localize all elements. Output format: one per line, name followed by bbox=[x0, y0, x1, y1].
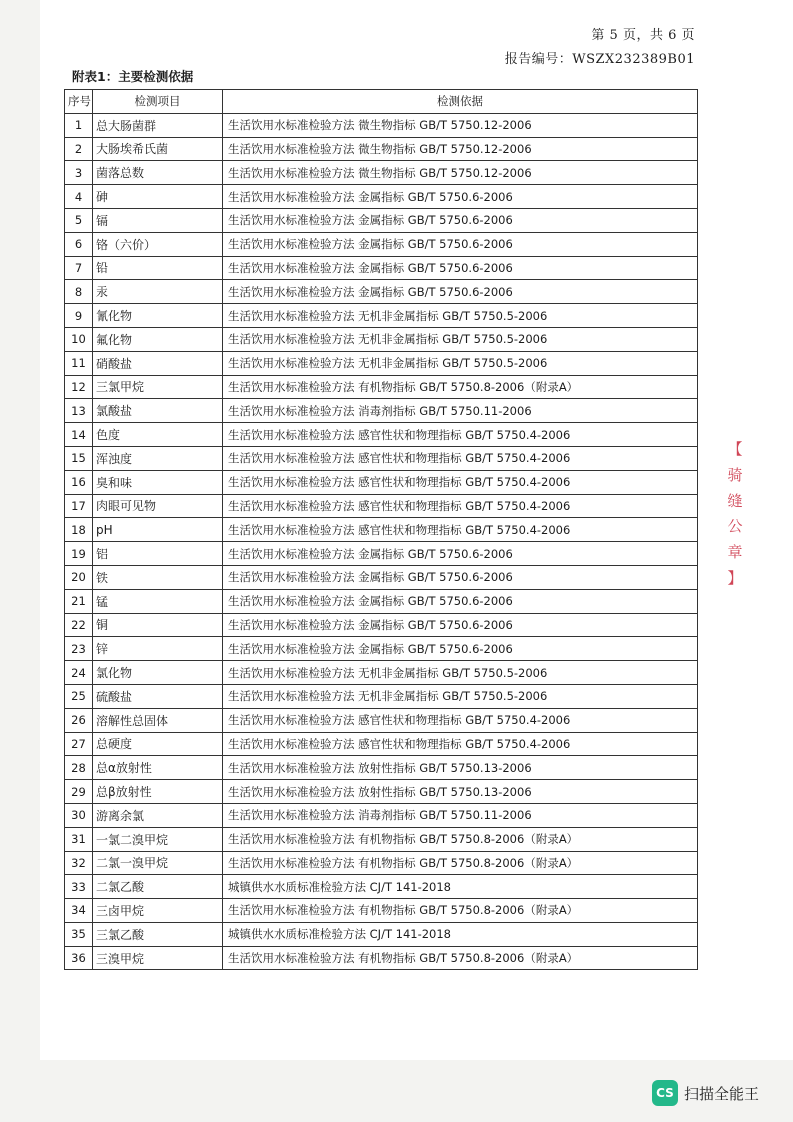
test-basis: 生活饮用水标准检验方法 金属指标 GB/T 5750.6-2006 bbox=[223, 256, 698, 280]
test-basis: 生活饮用水标准检验方法 感官性状和物理指标 GB/T 5750.4-2006 bbox=[223, 708, 698, 732]
table-row bbox=[65, 732, 698, 756]
row-number: 21 bbox=[65, 589, 93, 613]
table-row bbox=[65, 661, 698, 685]
seal-char: 章 bbox=[727, 543, 743, 562]
row-number: 1 bbox=[65, 113, 93, 137]
test-basis: 生活饮用水标准检验方法 有机物指标 GB/T 5750.8-2006（附录A） bbox=[223, 899, 698, 923]
table-row bbox=[65, 756, 698, 780]
test-item: 总α放射性 bbox=[93, 756, 223, 780]
row-number: 12 bbox=[65, 375, 93, 399]
row-number: 3 bbox=[65, 161, 93, 185]
test-item: 总硬度 bbox=[93, 732, 223, 756]
row-number: 6 bbox=[65, 232, 93, 256]
row-number: 4 bbox=[65, 185, 93, 209]
row-number: 18 bbox=[65, 518, 93, 542]
seal-char: 缝 bbox=[727, 491, 743, 510]
table-row bbox=[65, 399, 698, 423]
test-basis: 生活饮用水标准检验方法 金属指标 GB/T 5750.6-2006 bbox=[223, 185, 698, 209]
table-row bbox=[65, 327, 698, 351]
test-item: 一氯二溴甲烷 bbox=[93, 827, 223, 851]
row-number: 27 bbox=[65, 732, 93, 756]
table-row bbox=[65, 280, 698, 304]
table-row bbox=[65, 613, 698, 637]
test-item: 铜 bbox=[93, 613, 223, 637]
test-basis: 生活饮用水标准检验方法 有机物指标 GB/T 5750.8-2006（附录A） bbox=[223, 946, 698, 970]
test-item: 游离余氯 bbox=[93, 803, 223, 827]
test-item: 铅 bbox=[93, 256, 223, 280]
table-row bbox=[65, 446, 698, 470]
test-basis: 生活饮用水标准检验方法 感官性状和物理指标 GB/T 5750.4-2006 bbox=[223, 518, 698, 542]
test-item: 臭和味 bbox=[93, 470, 223, 494]
row-number: 13 bbox=[65, 399, 93, 423]
test-item: 三氯甲烷 bbox=[93, 375, 223, 399]
row-number: 26 bbox=[65, 708, 93, 732]
test-basis: 生活饮用水标准检验方法 感官性状和物理指标 GB/T 5750.4-2006 bbox=[223, 732, 698, 756]
row-number: 8 bbox=[65, 280, 93, 304]
test-basis: 生活饮用水标准检验方法 无机非金属指标 GB/T 5750.5-2006 bbox=[223, 327, 698, 351]
row-number: 14 bbox=[65, 423, 93, 447]
page-number: 第 5 页，共 6 页 bbox=[591, 28, 695, 43]
row-number: 2 bbox=[65, 137, 93, 161]
table-row bbox=[65, 875, 698, 899]
table-row bbox=[65, 565, 698, 589]
table-row bbox=[65, 589, 698, 613]
test-item: 大肠埃希氏菌 bbox=[93, 137, 223, 161]
test-basis: 生活饮用水标准检验方法 无机非金属指标 GB/T 5750.5-2006 bbox=[223, 351, 698, 375]
table-row bbox=[65, 137, 698, 161]
test-basis: 城镇供水水质标准检验方法 CJ/T 141-2018 bbox=[223, 922, 698, 946]
table-row bbox=[65, 470, 698, 494]
table-row bbox=[65, 256, 698, 280]
header-basis: 检测依据 bbox=[223, 90, 698, 114]
table-row bbox=[65, 304, 698, 328]
row-number: 22 bbox=[65, 613, 93, 637]
row-number: 19 bbox=[65, 542, 93, 566]
report-number: 报告编号：WSZX232389B01 bbox=[504, 52, 695, 67]
test-item: 三溴甲烷 bbox=[93, 946, 223, 970]
test-item: 铝 bbox=[93, 542, 223, 566]
test-basis: 生活饮用水标准检验方法 金属指标 GB/T 5750.6-2006 bbox=[223, 232, 698, 256]
table-header-row bbox=[65, 90, 698, 114]
row-number: 32 bbox=[65, 851, 93, 875]
test-item: 总β放射性 bbox=[93, 780, 223, 804]
test-basis: 生活饮用水标准检验方法 微生物指标 GB/T 5750.12-2006 bbox=[223, 161, 698, 185]
test-item: 二氯一溴甲烷 bbox=[93, 851, 223, 875]
table-row bbox=[65, 637, 698, 661]
test-basis-table bbox=[64, 89, 698, 970]
test-basis: 生活饮用水标准检验方法 金属指标 GB/T 5750.6-2006 bbox=[223, 589, 698, 613]
row-number: 11 bbox=[65, 351, 93, 375]
test-item: 铬（六价） bbox=[93, 232, 223, 256]
test-item: 三氯乙酸 bbox=[93, 922, 223, 946]
table-row bbox=[65, 542, 698, 566]
test-item: 氟化物 bbox=[93, 327, 223, 351]
scanner-watermark bbox=[652, 1080, 759, 1106]
table-row bbox=[65, 423, 698, 447]
seam-seal bbox=[718, 438, 752, 588]
test-item: pH bbox=[93, 518, 223, 542]
table-row bbox=[65, 780, 698, 804]
camscanner-logo-icon: CS bbox=[652, 1080, 678, 1106]
table-row bbox=[65, 208, 698, 232]
table-row bbox=[65, 351, 698, 375]
test-basis: 生活饮用水标准检验方法 有机物指标 GB/T 5750.8-2006（附录A） bbox=[223, 375, 698, 399]
seal-char: 公 bbox=[727, 517, 743, 536]
test-basis: 生活饮用水标准检验方法 金属指标 GB/T 5750.6-2006 bbox=[223, 208, 698, 232]
test-item: 硫酸盐 bbox=[93, 684, 223, 708]
test-basis: 生活饮用水标准检验方法 放射性指标 GB/T 5750.13-2006 bbox=[223, 780, 698, 804]
row-number: 33 bbox=[65, 875, 93, 899]
test-item: 硝酸盐 bbox=[93, 351, 223, 375]
row-number: 36 bbox=[65, 946, 93, 970]
test-item: 锰 bbox=[93, 589, 223, 613]
annex-title: 附表1：主要检测依据 bbox=[72, 69, 194, 84]
test-item: 氰化物 bbox=[93, 304, 223, 328]
test-basis: 生活饮用水标准检验方法 感官性状和物理指标 GB/T 5750.4-2006 bbox=[223, 470, 698, 494]
table-row bbox=[65, 518, 698, 542]
table-row bbox=[65, 899, 698, 923]
table-row bbox=[65, 851, 698, 875]
test-item: 二氯乙酸 bbox=[93, 875, 223, 899]
test-basis: 生活饮用水标准检验方法 感官性状和物理指标 GB/T 5750.4-2006 bbox=[223, 494, 698, 518]
test-item: 浑浊度 bbox=[93, 446, 223, 470]
test-basis: 生活饮用水标准检验方法 金属指标 GB/T 5750.6-2006 bbox=[223, 565, 698, 589]
table-row bbox=[65, 113, 698, 137]
header-item: 检测项目 bbox=[93, 90, 223, 114]
test-item: 色度 bbox=[93, 423, 223, 447]
test-basis: 生活饮用水标准检验方法 金属指标 GB/T 5750.6-2006 bbox=[223, 613, 698, 637]
test-basis: 生活饮用水标准检验方法 有机物指标 GB/T 5750.8-2006（附录A） bbox=[223, 851, 698, 875]
test-basis: 生活饮用水标准检验方法 金属指标 GB/T 5750.6-2006 bbox=[223, 637, 698, 661]
test-basis: 生活饮用水标准检验方法 无机非金属指标 GB/T 5750.5-2006 bbox=[223, 661, 698, 685]
row-number: 17 bbox=[65, 494, 93, 518]
row-number: 25 bbox=[65, 684, 93, 708]
table-row bbox=[65, 684, 698, 708]
test-basis: 生活饮用水标准检验方法 微生物指标 GB/T 5750.12-2006 bbox=[223, 113, 698, 137]
seal-char: 】 bbox=[727, 568, 743, 587]
row-number: 10 bbox=[65, 327, 93, 351]
test-item: 汞 bbox=[93, 280, 223, 304]
test-item: 氯化物 bbox=[93, 661, 223, 685]
table-row bbox=[65, 375, 698, 399]
test-basis: 城镇供水水质标准检验方法 CJ/T 141-2018 bbox=[223, 875, 698, 899]
test-item: 氯酸盐 bbox=[93, 399, 223, 423]
test-basis: 生活饮用水标准检验方法 消毒剂指标 GB/T 5750.11-2006 bbox=[223, 399, 698, 423]
test-basis: 生活饮用水标准检验方法 无机非金属指标 GB/T 5750.5-2006 bbox=[223, 304, 698, 328]
row-number: 30 bbox=[65, 803, 93, 827]
test-item: 砷 bbox=[93, 185, 223, 209]
row-number: 31 bbox=[65, 827, 93, 851]
row-number: 7 bbox=[65, 256, 93, 280]
table-row bbox=[65, 946, 698, 970]
header-no: 序号 bbox=[65, 90, 93, 114]
table-row bbox=[65, 232, 698, 256]
test-item: 锌 bbox=[93, 637, 223, 661]
scanner-name: 扫描全能王 bbox=[684, 1084, 760, 1103]
table-row bbox=[65, 494, 698, 518]
table-row bbox=[65, 185, 698, 209]
test-basis: 生活饮用水标准检验方法 微生物指标 GB/T 5750.12-2006 bbox=[223, 137, 698, 161]
test-basis: 生活饮用水标准检验方法 金属指标 GB/T 5750.6-2006 bbox=[223, 280, 698, 304]
row-number: 34 bbox=[65, 899, 93, 923]
test-item: 铁 bbox=[93, 565, 223, 589]
test-item: 镉 bbox=[93, 208, 223, 232]
row-number: 23 bbox=[65, 637, 93, 661]
row-number: 15 bbox=[65, 446, 93, 470]
row-number: 5 bbox=[65, 208, 93, 232]
table-row bbox=[65, 922, 698, 946]
test-basis: 生活饮用水标准检验方法 消毒剂指标 GB/T 5750.11-2006 bbox=[223, 803, 698, 827]
test-basis: 生活饮用水标准检验方法 无机非金属指标 GB/T 5750.5-2006 bbox=[223, 684, 698, 708]
test-item: 菌落总数 bbox=[93, 161, 223, 185]
test-item: 三卤甲烷 bbox=[93, 899, 223, 923]
test-basis: 生活饮用水标准检验方法 金属指标 GB/T 5750.6-2006 bbox=[223, 542, 698, 566]
row-number: 20 bbox=[65, 565, 93, 589]
table-row bbox=[65, 708, 698, 732]
test-basis: 生活饮用水标准检验方法 感官性状和物理指标 GB/T 5750.4-2006 bbox=[223, 423, 698, 447]
table-row bbox=[65, 803, 698, 827]
table-row bbox=[65, 161, 698, 185]
table-row bbox=[65, 827, 698, 851]
seal-char: 骑 bbox=[727, 465, 743, 484]
row-number: 16 bbox=[65, 470, 93, 494]
test-item: 总大肠菌群 bbox=[93, 113, 223, 137]
test-basis: 生活饮用水标准检验方法 放射性指标 GB/T 5750.13-2006 bbox=[223, 756, 698, 780]
row-number: 9 bbox=[65, 304, 93, 328]
row-number: 29 bbox=[65, 780, 93, 804]
test-basis: 生活饮用水标准检验方法 有机物指标 GB/T 5750.8-2006（附录A） bbox=[223, 827, 698, 851]
seal-char: 【 bbox=[727, 440, 743, 458]
row-number: 28 bbox=[65, 756, 93, 780]
test-basis: 生活饮用水标准检验方法 感官性状和物理指标 GB/T 5750.4-2006 bbox=[223, 446, 698, 470]
test-item: 肉眼可见物 bbox=[93, 494, 223, 518]
test-item: 溶解性总固体 bbox=[93, 708, 223, 732]
row-number: 35 bbox=[65, 922, 93, 946]
row-number: 24 bbox=[65, 661, 93, 685]
